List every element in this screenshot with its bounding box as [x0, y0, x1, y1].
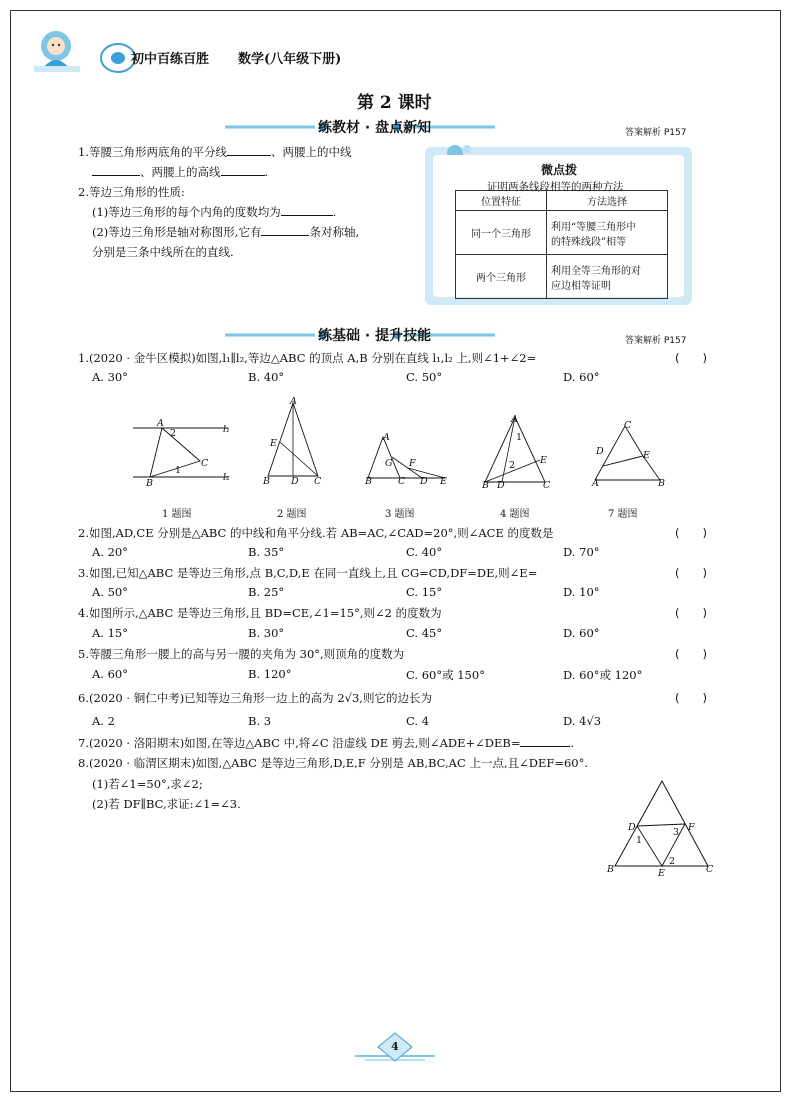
q3-option-d[interactable]: D. 10° [563, 585, 600, 599]
fig2-label-d: D [291, 476, 299, 487]
section1-answer-ref: 答案解析 P157 [625, 128, 687, 138]
fig8-label-d: D [628, 822, 636, 833]
fig1-label-l2: l₂ [223, 472, 230, 483]
section2-heading: 练基础 · 提升技能 [318, 328, 432, 344]
caption-fig2: 2 题图 [277, 509, 307, 520]
q5-option-a[interactable]: A. 60° [92, 667, 128, 681]
series-title: 初中百练百胜 [131, 52, 210, 67]
tip-row2-col2 [547, 255, 668, 299]
q1-option-c[interactable]: C. 50° [406, 370, 443, 384]
subject-title: 数学(八年级下册) [238, 52, 342, 67]
fig7-label-b: B [658, 478, 665, 489]
q1-answer-paren[interactable]: ( ) [675, 351, 707, 365]
fig1-label-c: C [201, 458, 209, 469]
q5-answer-paren[interactable]: ( ) [675, 647, 707, 661]
q3-option-c[interactable]: C. 15° [406, 585, 443, 599]
q7-text: 7.(2020 · 洛阳期末)如图,在等边△ABC 中,将∠C 沿虚线 DE 剪去,则∠ADE+∠DEB= [78, 736, 521, 750]
s1-q1-text-c: 、两腰上的高线 [140, 165, 221, 179]
tip-subtitle: 证明两条线段相等的两种方法 [487, 181, 624, 193]
q7-line [78, 735, 574, 751]
fig2-label-c: C [314, 476, 322, 487]
tip-row2-col2-b: 应边相等证明 [551, 280, 611, 292]
fig1-label-2: 2 [170, 428, 177, 439]
q8-text: 8.(2020 · 临渭区期末)如图,△ABC 是等边三角形,D,E,F 分别是 AB,BC,AC 上一点,且∠DEF=60°. [78, 756, 589, 770]
fig3-label-c: C [398, 476, 406, 487]
fig1-label-a: A [157, 418, 164, 429]
s1-q1-blank3[interactable] [221, 165, 265, 176]
q6-text: 6.(2020 · 铜仁中考)已知等边三角形一边上的高为 2√3,则它的边长为 [78, 691, 432, 705]
s1-q1-text-a: 1.等腰三角形两底角的平分线 [78, 145, 227, 159]
figure-q8 [605, 778, 715, 878]
q5-text: 5.等腰三角形一腰上的高与另一腰的夹角为 30°,则顶角的度数为 [78, 647, 405, 661]
q2-option-a[interactable]: A. 20° [92, 545, 128, 559]
q4-option-d[interactable]: D. 60° [563, 626, 600, 640]
q2-option-c[interactable]: C. 40° [406, 545, 443, 559]
figure-q2 [258, 398, 328, 483]
q3-answer-paren[interactable]: ( ) [675, 566, 707, 580]
figure-q4 [480, 412, 560, 490]
s1-q2-2-text-b: 条对称轴, [309, 225, 360, 239]
q6-option-d[interactable]: D. 4√3 [563, 714, 602, 728]
fig8-segment-df [637, 824, 685, 826]
s1-q1-blank1[interactable] [227, 145, 271, 156]
q1-option-b[interactable]: B. 40° [248, 370, 285, 384]
q1-option-d[interactable]: D. 60° [563, 370, 600, 384]
fig4-label-2: 2 [509, 460, 516, 471]
fig8-label-f: F [688, 822, 695, 833]
caption-fig4: 4 题图 [500, 509, 530, 520]
fig8-label-1: 1 [636, 835, 643, 846]
fig3-label-g: G [385, 458, 393, 469]
q6-option-a[interactable]: A. 2 [92, 714, 115, 728]
fig4-label-e: E [540, 455, 547, 466]
q2-option-b[interactable]: B. 35° [248, 545, 285, 559]
fig3-label-f: F [409, 458, 416, 469]
s1-q1-text-b: 、两腰上的中线 [270, 145, 352, 159]
fig3-label-a: A [383, 432, 390, 443]
lesson-title: 第 2 课时 [357, 93, 432, 113]
fig2-label-b: B [263, 476, 270, 487]
tip-row1-col2-b: 的特殊线段”相等 [551, 236, 627, 248]
q6-answer-paren[interactable]: ( ) [675, 691, 707, 705]
tip-row1-col2-a: 利用“等腰三角形中 [551, 221, 637, 233]
s1-q2-1-end: . [332, 205, 337, 219]
s1-q1-blank2[interactable] [92, 165, 140, 176]
mascot-logo [28, 22, 138, 82]
caption-fig1: 1 题图 [162, 509, 192, 520]
s1-q2-2 [92, 224, 359, 240]
s1-q2-2-blank[interactable] [261, 225, 309, 236]
fig7-label-a: A [592, 478, 599, 489]
s1-q2-2-text: (2)等边三角形是轴对称图形,它有 [92, 225, 262, 239]
q4-text: 4.如图所示,△ABC 是等边三角形,且 BD=CE,∠1=15°,则∠2 的度数为 [78, 606, 442, 620]
fig7-label-c: C [624, 420, 632, 431]
fig3-label-e: E [440, 476, 447, 487]
fig3-segment-gd [392, 457, 422, 478]
page-number: 4 [391, 1040, 399, 1053]
fig8-label-2: 2 [669, 856, 676, 867]
q2-option-d[interactable]: D. 70° [563, 545, 600, 559]
fig4-label-1: 1 [516, 432, 523, 443]
section2-answer-ref: 答案解析 P157 [625, 336, 687, 346]
q3-text: 3.如图,已知△ABC 是等边三角形,点 B,C,D,E 在同一直线上,且 CG=CD,DF=DE,则∠E= [78, 566, 538, 580]
tip-col1-header: 位置特征 [456, 191, 547, 211]
fig8-segment-de [637, 826, 662, 866]
caption-fig3: 3 题图 [385, 509, 415, 520]
s1-q1-line1 [78, 144, 351, 160]
q1-option-a[interactable]: A. 30° [92, 370, 128, 384]
q3-option-b[interactable]: B. 25° [248, 585, 285, 599]
tip-col2-header: 方法选择 [547, 191, 668, 211]
q4-option-a[interactable]: A. 15° [92, 626, 128, 640]
caption-fig7: 7 题图 [608, 509, 638, 520]
tip-row1-col2 [547, 211, 668, 255]
tip-row1-col1: 同一个三角形 [456, 211, 547, 255]
q8-part2: (2)若 DF∥BC,求证:∠1=∠3. [92, 797, 241, 811]
tip-table [455, 190, 668, 299]
tip-row2-col1: 两个三角形 [456, 255, 547, 299]
s1-q2-2-line2: 分别是三条中线所在的直线. [92, 245, 234, 259]
q5-option-b[interactable]: B. 120° [248, 667, 292, 681]
q2-answer-paren[interactable]: ( ) [675, 526, 707, 540]
s1-q2-1-text: (1)等边三角形的每个内角的度数均为 [92, 205, 281, 219]
q6-option-c[interactable]: C. 4 [406, 714, 430, 728]
q4-option-c[interactable]: C. 45° [406, 626, 443, 640]
s1-q1-text-d: . [264, 165, 269, 179]
fig3-label-b: B [365, 476, 372, 487]
fig7-label-d: D [596, 446, 604, 457]
fig3-triangle [368, 437, 400, 478]
q3-option-a[interactable]: A. 50° [92, 585, 128, 599]
tip-row2-col2-a: 利用全等三角形的对 [551, 265, 641, 277]
fig2-label-e: E [270, 438, 277, 449]
fig1-label-1: 1 [175, 465, 182, 476]
q2-text: 2.如图,AD,CE 分别是△ABC 的中线和角平分线.若 AB=AC,∠CAD=20°,则∠ACE 的度数是 [78, 526, 554, 540]
q1-text: 1.(2020 · 金牛区模拟)如图,l₁∥l₂,等边△ABC 的顶点 A,B 分别在直线 l₁,l₂ 上,则∠1+∠2= [78, 351, 537, 365]
s1-q2-1-blank[interactable] [281, 205, 333, 216]
tip-title: 微点拨 [541, 163, 578, 177]
q5-option-c[interactable]: C. 60°或 150° [406, 668, 485, 682]
fig8-label-e: E [658, 868, 665, 879]
q4-option-b[interactable]: B. 30° [248, 626, 285, 640]
q5-option-d[interactable]: D. 60°或 120° [563, 668, 643, 682]
fig7-label-e: E [643, 450, 650, 461]
s1-q1-line2 [92, 164, 268, 180]
fig8-label-b: B [607, 864, 614, 875]
tip-box [425, 147, 692, 305]
fig3-label-d: D [420, 476, 428, 487]
fig4-label-d: D [497, 480, 505, 491]
fig4-label-b: B [482, 480, 489, 491]
q7-blank[interactable] [520, 736, 570, 747]
fig4-label-c: C [543, 480, 551, 491]
section1-heading: 练教材 · 盘点新知 [318, 120, 432, 136]
fig1-label-l1: l₁ [223, 424, 230, 435]
s1-q2-1 [92, 204, 336, 220]
q7-end: . [570, 736, 575, 750]
fig8-label-3: 3 [673, 827, 680, 838]
q4-answer-paren[interactable]: ( ) [675, 606, 707, 620]
fig2-label-a: A [290, 396, 297, 407]
fig1-label-b: B [146, 478, 153, 489]
fig4-label-a: A [511, 414, 518, 425]
q8-part1: (1)若∠1=50°,求∠2; [92, 777, 203, 791]
fig8-label-c: C [706, 864, 714, 875]
q6-option-b[interactable]: B. 3 [248, 714, 272, 728]
fig4-triangle [485, 417, 545, 482]
s1-q2-intro: 2.等边三角形的性质: [78, 185, 185, 199]
